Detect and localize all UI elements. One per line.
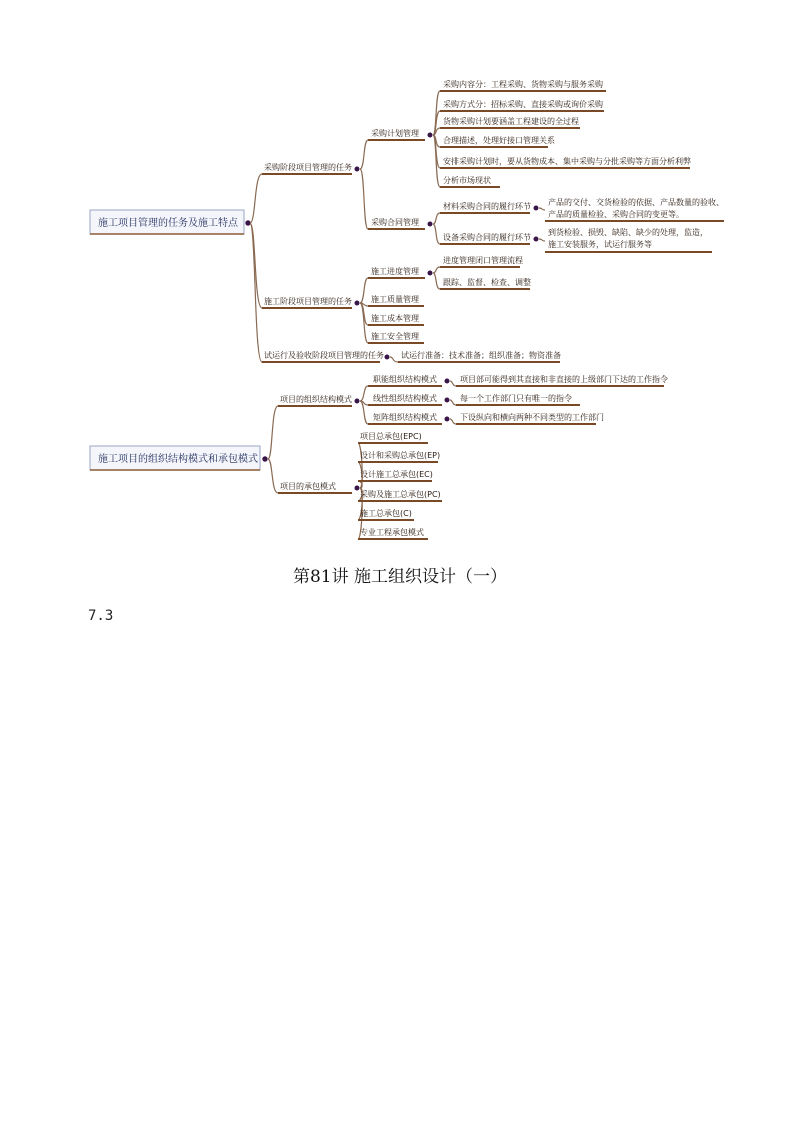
branch-purchase-plan: 采购计划管理	[371, 129, 419, 138]
node-dot	[428, 133, 433, 138]
schedule-item: 跟踪、监督、检查、调整	[443, 278, 531, 287]
node-dot	[355, 301, 360, 306]
node-dot	[445, 398, 450, 403]
purchase-plan-item: 采购内容分：工程采购、货物采购与服务采购	[443, 80, 603, 89]
node-dot	[534, 237, 539, 242]
purchase-plan-item: 分析市场现状	[443, 176, 491, 185]
purchase-plan-item: 采购方式分：招标采购、直接采购或询价采购	[443, 100, 603, 109]
org-type-linear-desc: 每一个工作部门只有唯一的指令	[460, 394, 572, 403]
node-dot	[385, 355, 390, 360]
node-dot	[428, 222, 433, 227]
section-number: 7.3	[88, 608, 114, 624]
branch-construction-phase: 施工阶段项目管理的任务	[264, 297, 352, 306]
material-contract-text-line2: 产品的质量检验、采购合同的变更等。	[548, 210, 684, 219]
node-dot	[534, 206, 539, 211]
lecture-heading: 第81讲 施工组织设计（一）	[292, 567, 508, 587]
branch-purchase-phase: 采购阶段项目管理的任务	[264, 163, 352, 172]
root-node-org-label: 施工项目的组织结构模式和承包模式	[98, 454, 258, 465]
branch-material-contract: 材料采购合同的履行环节	[443, 202, 531, 211]
org-type-linear: 线性组织结构模式	[373, 394, 437, 403]
contract-mode-item: 设计施工总承包(EC)	[360, 470, 433, 479]
purchase-plan-item: 安排采购计划时，要从货物成本、集中采购与分批采购等方面分析利弊	[443, 157, 691, 166]
node-dot	[355, 399, 360, 404]
org-type-functional: 职能组织结构模式	[373, 375, 437, 384]
purchase-plan-item: 合理描述，处理好接口管理关系	[443, 136, 555, 145]
schedule-item: 进度管理闭口管理流程	[443, 256, 523, 265]
node-dot	[445, 417, 450, 422]
contract-mode-item: 施工总承包(C)	[360, 509, 412, 518]
trial-preparation-text: 试运行准备：技术准备；组织准备；物资准备	[401, 351, 561, 360]
node-dot	[355, 167, 360, 172]
material-contract-text-line1: 产品的交付、交货检验的依据、产品数量的验收、	[548, 198, 724, 207]
contract-mode-item: 设计和采购总承包(EP)	[360, 451, 441, 460]
org-type-functional-desc: 项目部可能得到其直接和非直接的上级部门下达的工作指令	[460, 375, 668, 384]
contract-mode-item: 项目总承包(EPC)	[360, 432, 422, 441]
mindmap-task	[90, 79, 724, 362]
node-dot	[245, 220, 250, 225]
node-dot	[445, 379, 450, 384]
node-dot	[428, 271, 433, 276]
branch-contract-mode: 项目的承包模式	[280, 482, 336, 491]
branch-safety: 施工安全管理	[371, 332, 419, 341]
branch-purchase-contract: 采购合同管理	[371, 218, 419, 227]
org-type-matrix-desc: 下设纵向和横向两种不同类型的工作部门	[460, 413, 604, 422]
mindmap-org	[90, 374, 668, 539]
contract-mode-item: 采购及施工总承包(PC)	[360, 490, 441, 499]
branch-org-structure: 项目的组织结构模式	[280, 395, 352, 404]
org-type-matrix: 矩阵组织结构模式	[373, 413, 437, 422]
equipment-contract-text-line1: 到货检验、损毁、缺陷、缺少的处理，监造，	[548, 228, 708, 237]
contract-mode-item: 专业工程承包模式	[360, 528, 424, 537]
node-dot	[262, 456, 267, 461]
equipment-contract-text-line2: 施工安装服务，试运行服务等	[548, 240, 652, 249]
branch-cost: 施工成本管理	[371, 314, 419, 323]
root-node-task-label: 施工项目管理的任务及施工特点	[98, 218, 238, 229]
mind-map-diagram	[0, 0, 800, 560]
purchase-plan-item: 货物采购计划要涵盖工程建设的全过程	[443, 117, 579, 126]
branch-schedule: 施工进度管理	[371, 267, 419, 276]
node-dot	[355, 486, 360, 491]
branch-trial-phase: 试运行及验收阶段项目管理的任务	[264, 351, 384, 360]
branch-equipment-contract: 设备采购合同的履行环节	[443, 233, 531, 242]
branch-quality: 施工质量管理	[371, 295, 419, 304]
